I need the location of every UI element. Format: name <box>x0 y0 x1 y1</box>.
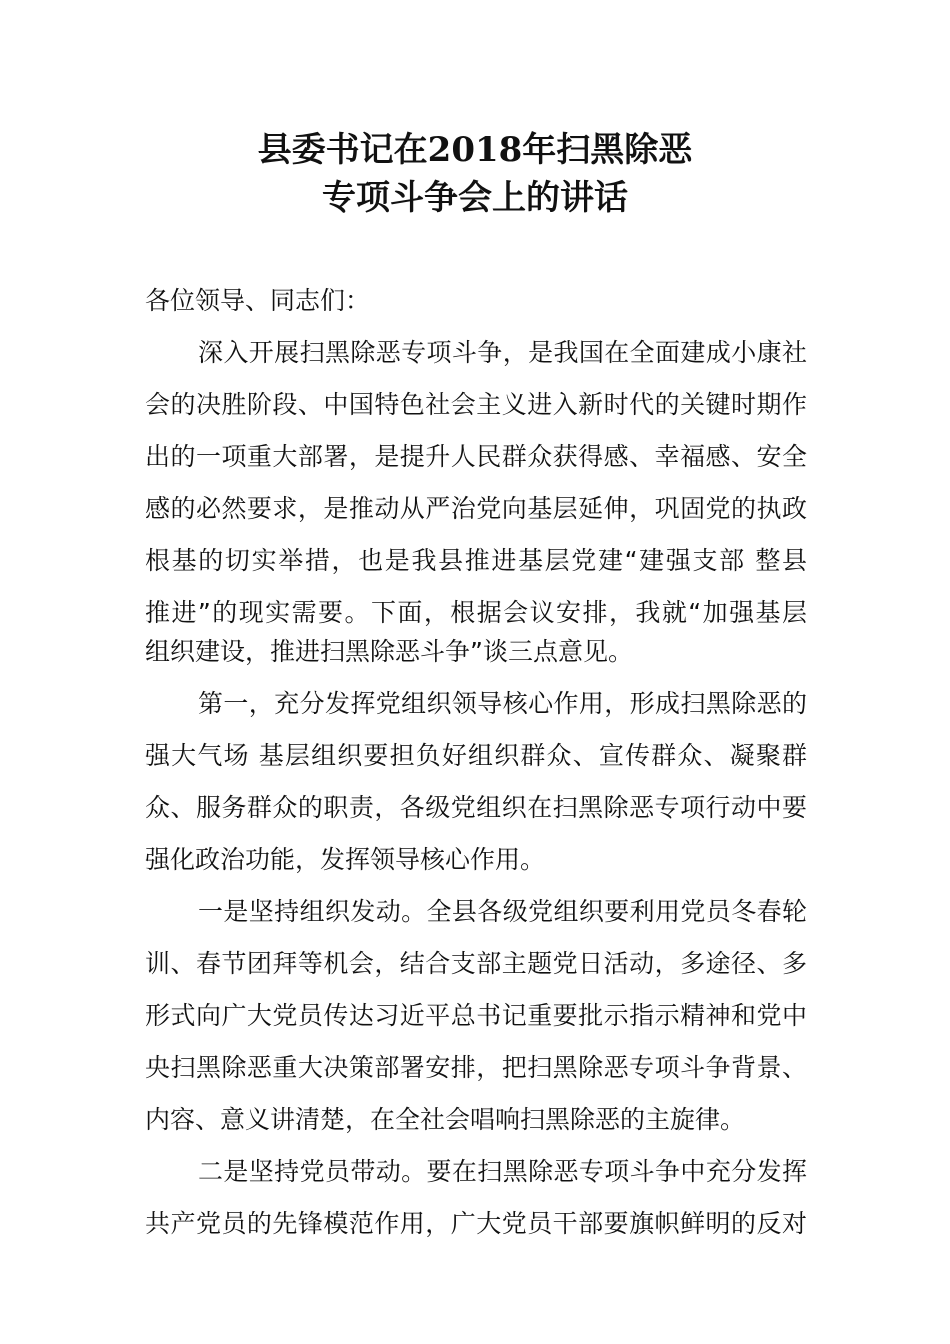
document-title-line-1: 县委书记在2018年扫黑除恶 <box>257 130 693 170</box>
salutation: 各位领导、同志们： <box>145 286 371 315</box>
text-line: 内容、意义讲清楚，在全社会唱响扫黑除恶的主旋律。 <box>145 1105 746 1134</box>
text-line: 共产党员的先锋模范作用，广大党员干部要旗帜鲜明的反对 <box>145 1209 807 1238</box>
text-line: 组织建设，推进扫黑除恶斗争”谈三点意见。 <box>145 637 633 666</box>
text-line: 一是坚持组织发动。全县各级党组织要利用党员冬春轮 <box>198 897 807 926</box>
text-line: 形式向广大党员传达习近平总书记重要批示指示精神和党中 <box>145 1001 807 1030</box>
text-line: 第一，充分发挥党组织领导核心作用，形成扫黑除恶的 <box>198 689 807 718</box>
text-line: 央扫黑除恶重大决策部署安排，把扫黑除恶专项斗争背景、 <box>145 1053 807 1082</box>
text-line: 出的一项重大部署，是提升人民群众获得感、幸福感、安全 <box>145 442 807 471</box>
text-line: 推进”的现实需要。下面，根据会议安排，我就“加强基层 <box>145 598 807 627</box>
text-line: 强大气场 基层组织要担负好组织群众、宣传群众、凝聚群 <box>145 741 807 770</box>
text-line: 根基的切实举措，也是我县推进基层党建“建强支部 整县 <box>145 546 807 575</box>
text-line: 强化政治功能，发挥领导核心作用。 <box>145 845 546 874</box>
text-line: 训、春节团拜等机会，结合支部主题党日活动，多途径、多 <box>145 949 807 978</box>
text-line: 深入开展扫黑除恶专项斗争，是我国在全面建成小康社 <box>198 338 807 367</box>
text-line: 众、服务群众的职责，各级党组织在扫黑除恶专项行动中要 <box>145 793 807 822</box>
document-title-line-2: 专项斗争会上的讲话 <box>322 178 628 218</box>
text-line: 会的决胜阶段、中国特色社会主义进入新时代的关键时期作 <box>145 390 807 419</box>
text-line: 感的必然要求，是推动从严治党向基层延伸，巩固党的执政 <box>145 494 807 523</box>
text-line: 二是坚持党员带动。要在扫黑除恶专项斗争中充分发挥 <box>198 1157 807 1186</box>
